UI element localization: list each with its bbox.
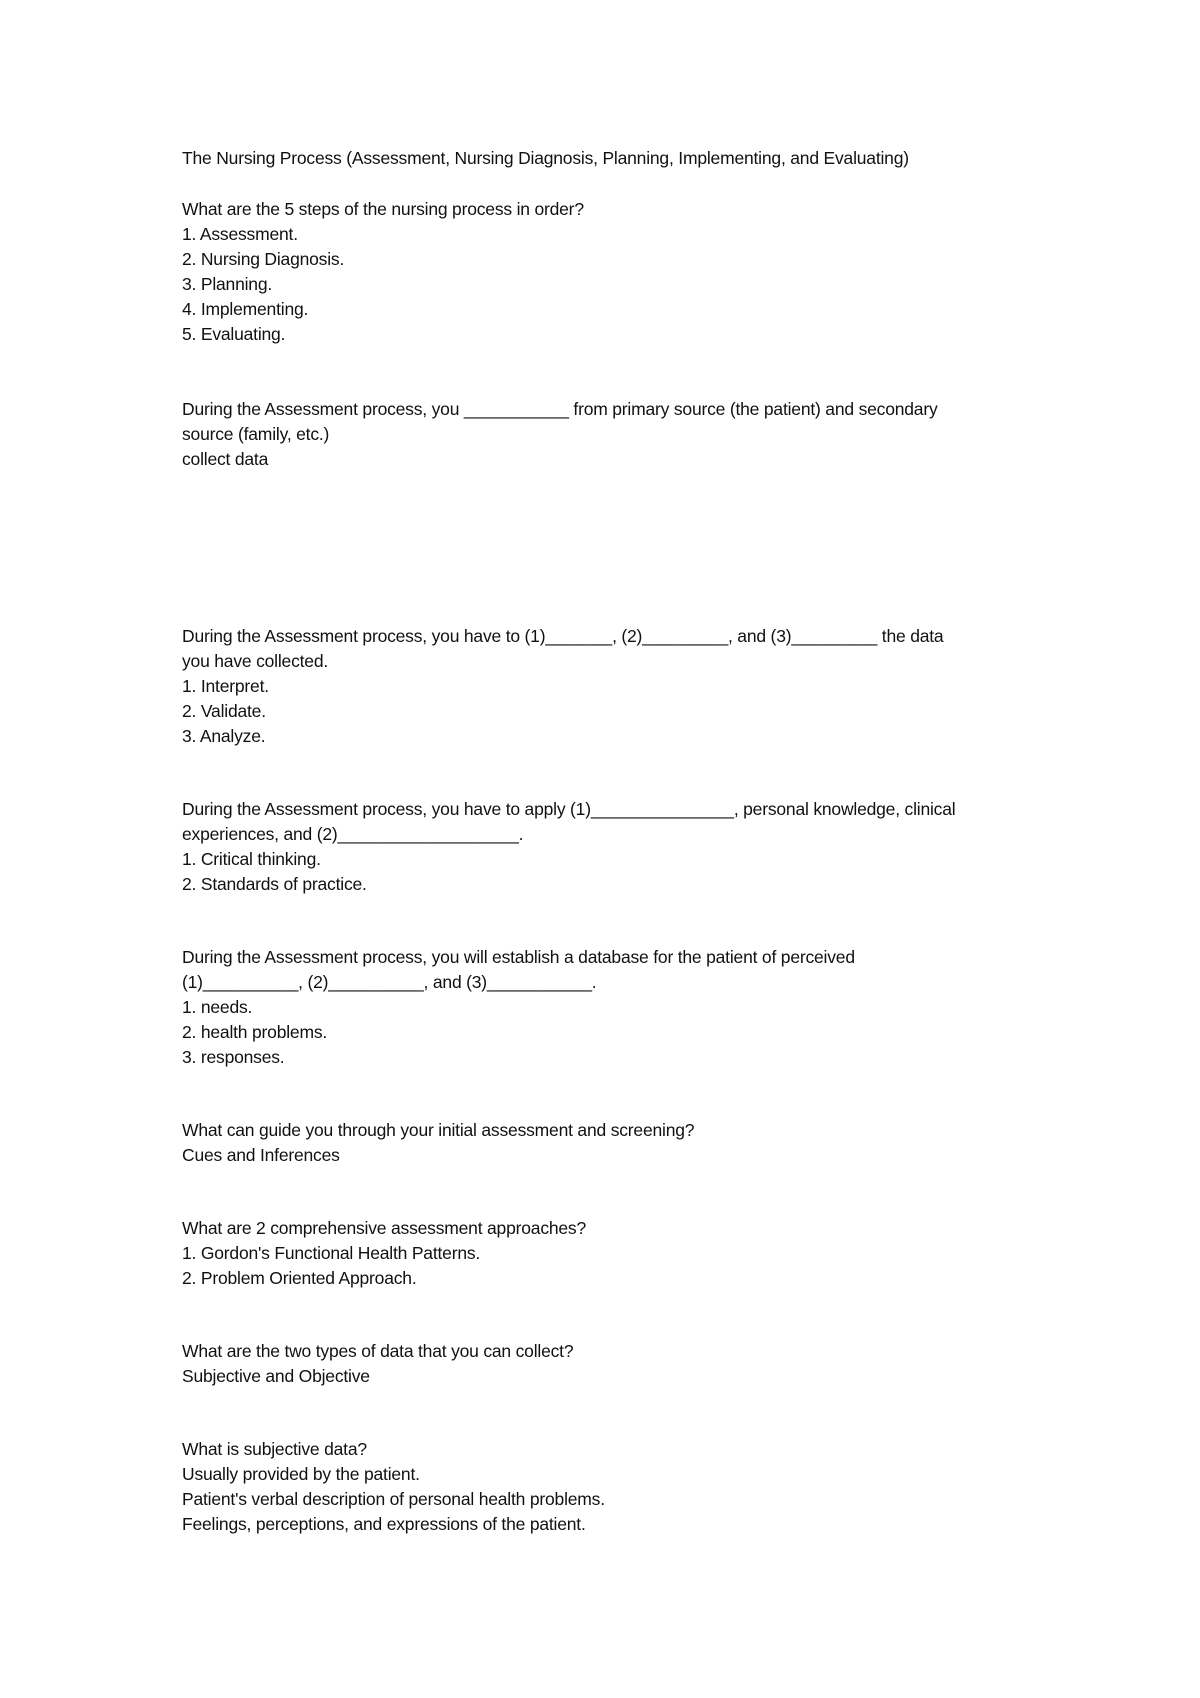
question-line: What are 2 comprehensive assessment approaches?	[182, 1218, 587, 1238]
spacer	[182, 1389, 1042, 1437]
document-body	[182, 146, 1042, 1537]
answer-line: 1. Critical thinking.	[182, 849, 321, 869]
question-line: What is subjective data?	[182, 1439, 367, 1459]
spacer	[182, 171, 1042, 197]
answer-line: 3. Planning.	[182, 274, 273, 294]
answer-line: 1. Gordon's Functional Health Patterns.	[182, 1243, 481, 1263]
question-line: What are the 5 steps of the nursing process in order?	[182, 199, 584, 219]
question-line: During the Assessment process, you will establish a database for the patient of perceived	[182, 947, 855, 967]
flashcard	[182, 1216, 1042, 1291]
answer-line: Patient's verbal description of personal health problems.	[182, 1489, 605, 1509]
spacer	[182, 749, 1042, 797]
answer-line: 1. Assessment.	[182, 224, 298, 244]
question-line: you have collected.	[182, 651, 329, 671]
question-line: During the Assessment process, you ___________ from primary source (the patient) and secondary	[182, 399, 938, 419]
flashcard	[182, 945, 1042, 1070]
document-title: The Nursing Process (Assessment, Nursing Diagnosis, Planning, Implementing, and Evaluating)	[182, 148, 909, 168]
question-line: During the Assessment process, you have to (1)_______, (2)_________, and (3)_________ the data	[182, 626, 944, 646]
question-line: During the Assessment process, you have to apply (1)_______________, personal knowledge, clinical	[182, 799, 956, 819]
flashcard	[182, 624, 1042, 749]
answer-line: 5. Evaluating.	[182, 324, 286, 344]
flashcard	[182, 1118, 1042, 1168]
answer-line: 2. Problem Oriented Approach.	[182, 1268, 417, 1288]
answer-line: 2. health problems.	[182, 1022, 328, 1042]
spacer	[182, 1291, 1042, 1339]
answer-line: 3. responses.	[182, 1047, 285, 1067]
question-line: experiences, and (2)___________________.	[182, 824, 524, 844]
flashcard	[182, 197, 1042, 347]
spacer	[182, 897, 1042, 945]
spacer	[182, 1168, 1042, 1216]
answer-line: Subjective and Objective	[182, 1366, 370, 1386]
answer-line: Usually provided by the patient.	[182, 1464, 420, 1484]
flashcard	[182, 797, 1042, 897]
question-line: source (family, etc.)	[182, 424, 330, 444]
answer-line: Cues and Inferences	[182, 1145, 340, 1165]
answer-line: 2. Validate.	[182, 701, 266, 721]
question-line: (1)__________, (2)__________, and (3)___________.	[182, 972, 597, 992]
spacer	[182, 347, 1042, 397]
answer-line: 4. Implementing.	[182, 299, 309, 319]
flashcard	[182, 397, 1042, 472]
answer-line: Feelings, perceptions, and expressions of the patient.	[182, 1514, 586, 1534]
spacer	[182, 472, 1042, 624]
answer-line: collect data	[182, 449, 269, 469]
flashcard	[182, 1437, 1042, 1537]
spacer	[182, 1070, 1042, 1118]
answer-line: 3. Analyze.	[182, 726, 266, 746]
answer-line: 2. Standards of practice.	[182, 874, 367, 894]
answer-line: 2. Nursing Diagnosis.	[182, 249, 345, 269]
question-line: What can guide you through your initial assessment and screening?	[182, 1120, 695, 1140]
answer-line: 1. needs.	[182, 997, 253, 1017]
answer-line: 1. Interpret.	[182, 676, 269, 696]
question-line: What are the two types of data that you can collect?	[182, 1341, 574, 1361]
flashcard	[182, 1339, 1042, 1389]
